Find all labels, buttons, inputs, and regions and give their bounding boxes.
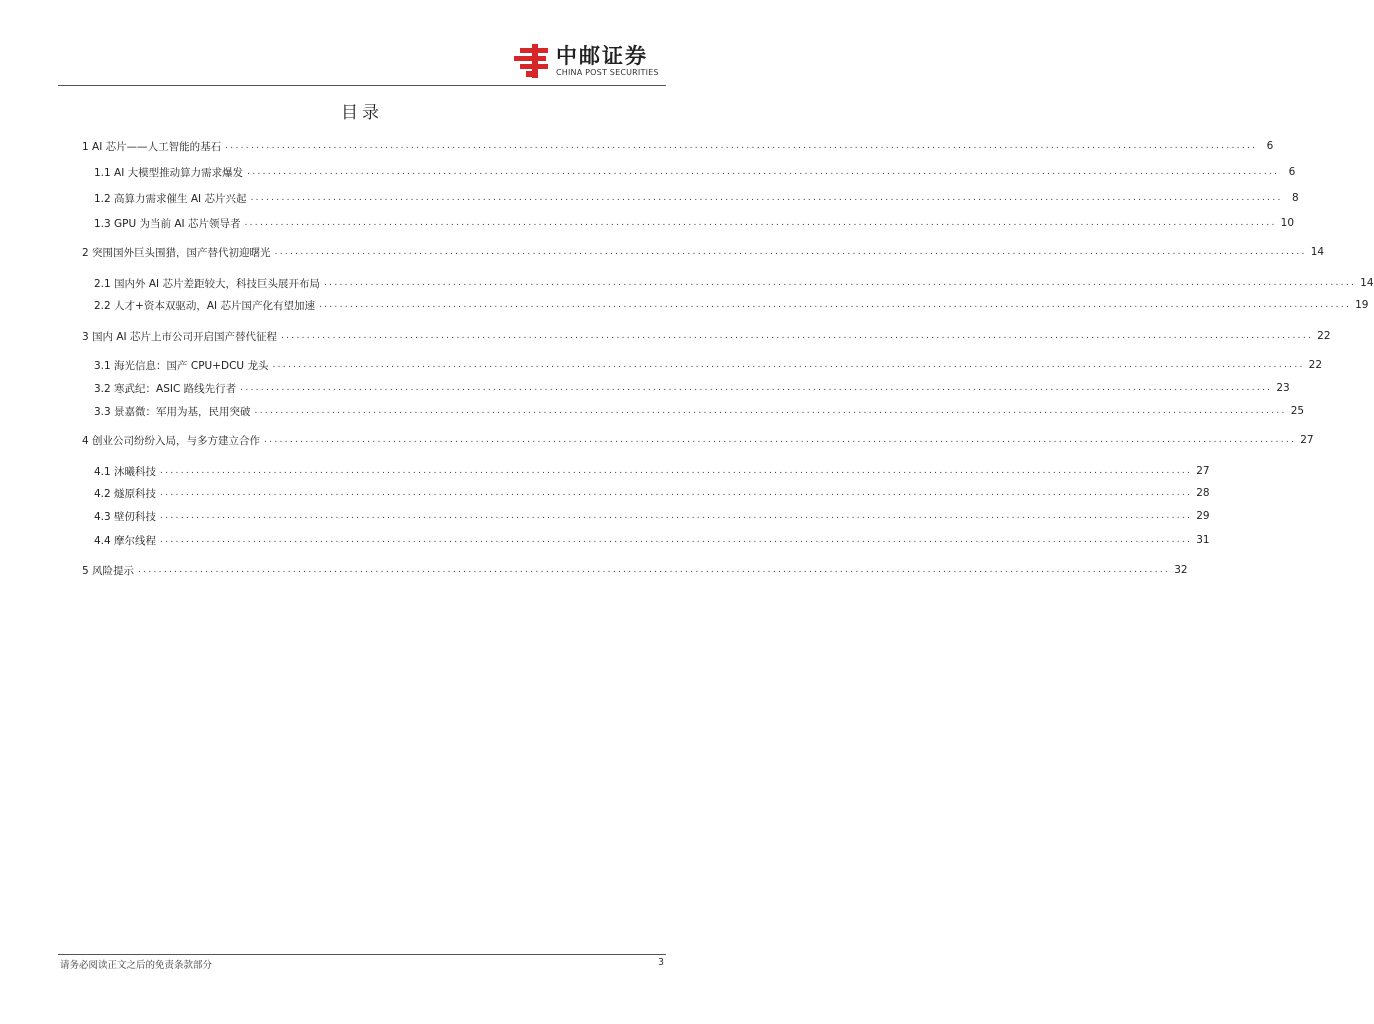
toc-entry[interactable] — [94, 190, 1299, 206]
toc-dot-leader: ........................................................................................................................................................................................................ — [324, 278, 1357, 288]
toc-dot-leader: ........................................................................................................................................................................................................ — [247, 167, 1280, 177]
toc-entry[interactable] — [94, 275, 1374, 291]
toc-entry[interactable] — [82, 138, 1274, 154]
toc-entry[interactable] — [82, 244, 1325, 260]
toc-entry-label: 4.2 燧原科技 — [94, 487, 157, 500]
toc-entry[interactable] — [94, 532, 1210, 548]
toc-entry-page: 32 — [1174, 564, 1188, 576]
toc-dot-leader: ........................................................................................................................................................................................................ — [160, 511, 1193, 521]
footer-disclaimer: 请务必阅读正文之后的免责条款部分 — [60, 960, 213, 971]
toc-entry-page: 25 — [1290, 405, 1305, 417]
toc-entry[interactable] — [94, 508, 1210, 524]
toc-entry-page: 23 — [1276, 382, 1290, 394]
footer-page-number: 3 — [657, 957, 664, 968]
toc-entry[interactable] — [94, 463, 1210, 479]
toc-dot-leader: ........................................................................................................................................................................................................ — [264, 435, 1297, 445]
toc-entry-page: 14 — [1360, 277, 1374, 289]
toc-dot-leader: ........................................................................................................................................................................................................ — [280, 331, 1314, 341]
toc-dot-leader: ........................................................................................................................................................................................................ — [225, 141, 1258, 151]
toc-entry-page: 19 — [1355, 299, 1369, 311]
toc-dot-leader: ........................................................................................................................................................................................................ — [318, 300, 1352, 310]
toc-entry-page: 28 — [1196, 487, 1210, 499]
toc-entry-label: 5 风险提示 — [82, 564, 135, 577]
toc-entry-label: 2 突围国外巨头围猎，国产替代初迎曙光 — [82, 246, 271, 259]
brand-name-en: CHINA POST SECURITIES — [556, 68, 659, 77]
toc-dot-leader: ........................................................................................................................................................................................................ — [138, 565, 1171, 575]
toc-entry-page: 29 — [1196, 510, 1210, 522]
page-title: 目录 — [341, 103, 383, 123]
brand-name-cn: 中邮证券 — [556, 44, 648, 68]
toc-entry[interactable] — [94, 380, 1290, 396]
toc-entry-page: 6 — [1288, 166, 1296, 178]
toc-entry-page: 8 — [1291, 192, 1299, 204]
toc-dot-leader: ........................................................................................................................................................................................................ — [160, 466, 1193, 476]
toc-dot-leader: ........................................................................................................................................................................................................ — [254, 406, 1287, 416]
toc-dot-leader: ........................................................................................................................................................................................................ — [240, 383, 1273, 393]
toc-entry-label: 4.3 壁仞科技 — [94, 510, 157, 523]
toc-entry-page: 22 — [1308, 359, 1323, 371]
toc-entry-label: 2.2 人才+资本双驱动，AI 芯片国产化有望加速 — [94, 299, 315, 312]
toc-dot-leader: ........................................................................................................................................................................................................ — [272, 360, 1305, 370]
toc-entry[interactable] — [94, 164, 1296, 180]
toc-entry-page: 22 — [1317, 330, 1331, 342]
toc-entry-label: 3 国内 AI 芯片上市公司开启国产替代征程 — [82, 330, 277, 343]
toc-dot-leader: ........................................................................................................................................................................................................ — [244, 218, 1277, 228]
toc-entry-page: 14 — [1310, 246, 1325, 258]
toc-entry[interactable] — [94, 297, 1369, 313]
toc-entry[interactable] — [94, 215, 1295, 231]
toc-entry-page: 10 — [1280, 217, 1295, 229]
footer-divider — [58, 954, 666, 955]
toc-dot-leader: ........................................................................................................................................................................................................ — [160, 535, 1193, 545]
toc-entry-label: 3.2 寒武纪：ASIC 路线先行者 — [94, 382, 237, 395]
toc-entry[interactable] — [94, 403, 1305, 419]
china-post-emblem-icon — [512, 42, 550, 80]
toc-entry-page: 6 — [1266, 140, 1274, 152]
toc-entry[interactable] — [82, 328, 1331, 344]
header-divider — [58, 85, 666, 86]
toc-entry[interactable] — [94, 357, 1323, 373]
toc-entry-label: 3.3 景嘉微：军用为基，民用突破 — [94, 405, 251, 418]
toc-entry-page: 27 — [1300, 434, 1314, 446]
toc-entry-label: 4.4 摩尔线程 — [94, 534, 157, 547]
toc-dot-leader: ........................................................................................................................................................................................................ — [160, 488, 1193, 498]
brand-logo — [512, 40, 672, 82]
toc-entry-page: 31 — [1196, 534, 1210, 546]
toc-entry-label: 1.2 高算力需求催生 AI 芯片兴起 — [94, 192, 247, 205]
toc-entry-label: 1 AI 芯片——人工智能的基石 — [82, 140, 222, 153]
toc-entry-label: 4 创业公司纷纷入局，与多方建立合作 — [82, 434, 261, 447]
toc-dot-leader: ........................................................................................................................................................................................................ — [250, 193, 1283, 203]
toc-entry-label: 1.1 AI 大模型推动算力需求爆发 — [94, 166, 244, 179]
toc-entry-label: 1.3 GPU 为当前 AI 芯片领导者 — [94, 217, 241, 230]
toc-entry-label: 3.1 海光信息：国产 CPU+DCU 龙头 — [94, 359, 269, 372]
toc-entry-page: 27 — [1196, 465, 1210, 477]
toc-dot-leader: ........................................................................................................................................................................................................ — [274, 247, 1307, 257]
toc-entry[interactable] — [82, 432, 1314, 448]
toc-entry[interactable] — [82, 562, 1188, 578]
toc-entry-label: 2.1 国内外 AI 芯片差距较大，科技巨头展开布局 — [94, 277, 320, 290]
toc-entry-label: 4.1 沐曦科技 — [94, 465, 157, 478]
toc-entry[interactable] — [94, 485, 1210, 501]
